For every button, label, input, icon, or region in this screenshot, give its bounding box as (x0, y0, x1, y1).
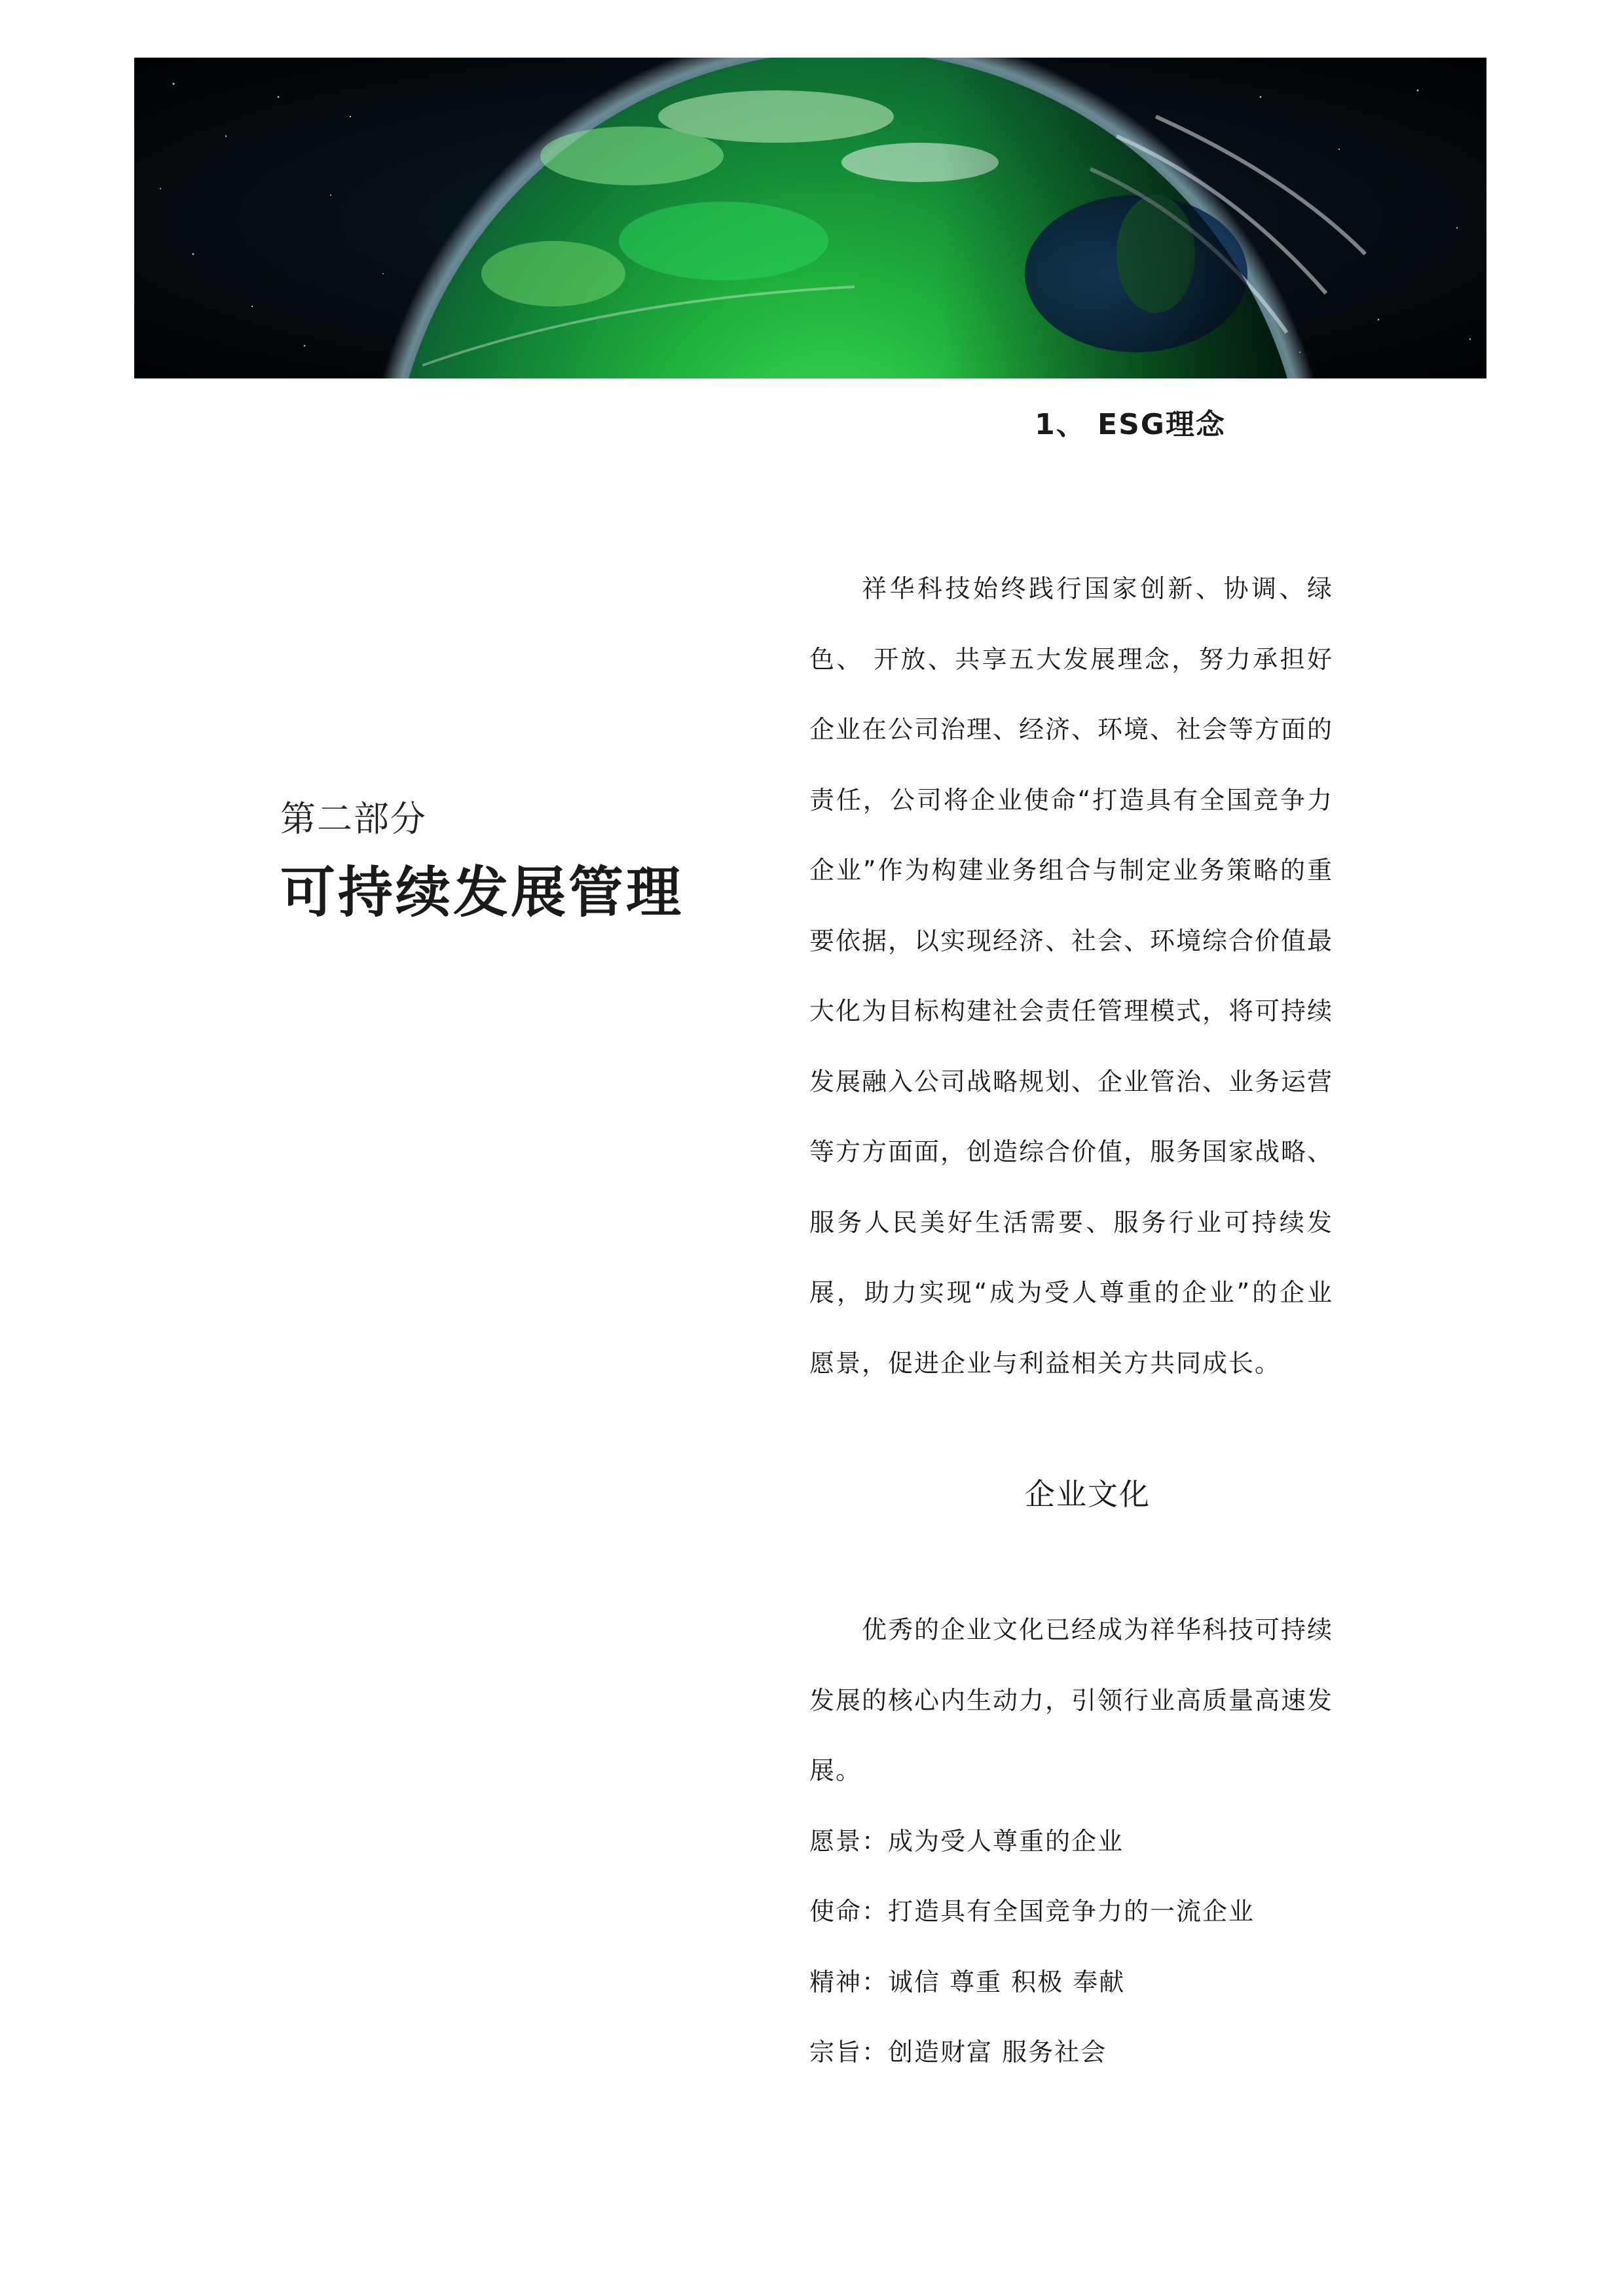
banner-earth-image (134, 58, 1486, 378)
culture-heading: 企业文化 (1025, 1477, 1151, 1512)
earth-from-space-icon (134, 58, 1486, 378)
esg-paragraph: 祥华科技始终践行国家创新、协调、绿色、 开放、共享五大发展理念，努力承担好企业在公司治理、经济、环境、社会等方面的责任，公司将企业使命“打造具有全国竞争力 企业”作为构建业务组合与制定业务策略的重要依据，以实现经济、社会、环境综合价值最大化为目标构建社会责任管理模式，将可持续发展融入公司战略规划、企业管治、业务运营等方方面面，创造综合价值，服务国家战略、服务人民美好生活需要、服务行业可持续发展，助力实现“成为受人尊重的企业”的企业愿景，促进企业与利益相关方共同成长。 (809, 574, 1386, 1378)
content-column (809, 393, 1386, 2088)
culture-values-list (809, 1807, 1333, 2088)
value-mission: 使命：打造具有全国竞争力的一流企业 (809, 1897, 1255, 1926)
value-vision: 愿景：成为受人尊重的企业 (809, 1826, 1124, 1856)
esg-heading: 1、 ESG理念 (1035, 408, 1226, 441)
part-label: 第二部分 (280, 798, 427, 839)
value-purpose: 宗旨：创造财富 服务社会 (809, 2038, 1107, 2066)
part-title: 可持续发展管理 (280, 860, 684, 925)
value-spirit: 精神：诚信 尊重 积极 奉献 (809, 1967, 1126, 1996)
culture-paragraph: 优秀的企业文化已经成为祥华科技可持续发展的核心内生动力，引领行业高质量高速发展。 (809, 1615, 1334, 1785)
